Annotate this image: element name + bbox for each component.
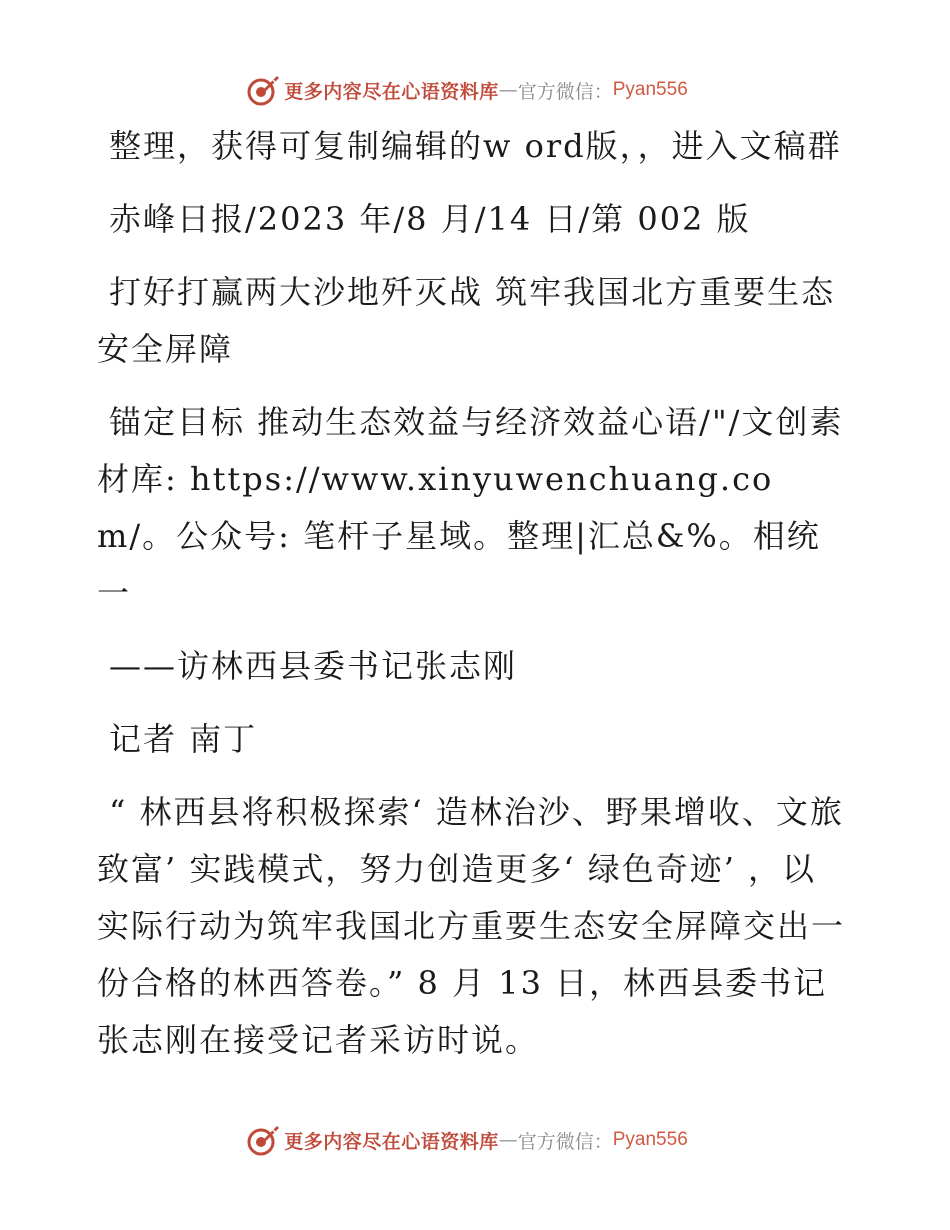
paragraph-notice xyxy=(97,118,847,175)
banner-title: 更多内容尽在心语资料库 xyxy=(284,80,499,103)
header-banner xyxy=(0,70,950,110)
article-lead-text: “ 林西县将积极探索‘ 造林治沙、野果增收、文旅致富’ 实践模式，努力创造更多‘ 绿色奇迹’ ，以实际行动为筑牢我国北方重要生态安全屏障交出一份合格的林西答卷。” 8 月 13 日，林西县委书记张志刚在接受记者采访时说。 xyxy=(97,793,846,1059)
article-reporter-text: 记者 南丁 xyxy=(109,720,258,758)
article-title-text: 打好打赢两大沙地歼灭战 筑牢我国北方重要生态安全屏障 xyxy=(97,273,836,368)
document-body xyxy=(97,118,847,1085)
pen-circle-logo-icon xyxy=(246,73,280,107)
article-subtitle xyxy=(97,394,847,622)
footer-banner-title: 更多内容尽在心语资料库 xyxy=(284,1130,499,1153)
paragraph-source xyxy=(97,191,847,248)
footer-banner-dash: — xyxy=(498,1129,518,1151)
article-interviewee xyxy=(97,638,847,695)
article-subtitle-text: 锚定目标 推动生态效益与经济效益心语/"/文创素材库: https://www.xinyuwenchuang.com/。公众号: 笔杆子星域。整理|汇总&%。相统一 xyxy=(97,403,844,612)
paragraph-source-text: 赤峰日报/2023 年/8 月/14 日/第 002 版 xyxy=(109,200,751,238)
article-title xyxy=(97,264,847,378)
article-interviewee-text: ——访林西县委书记张志刚 xyxy=(109,647,518,685)
banner-wechat-label: 官方微信： xyxy=(517,80,613,103)
paragraph-notice-text: 整理，获得可复制编辑的w ord版，，进入文稿群 xyxy=(109,127,842,165)
pen-circle-logo-icon xyxy=(246,1123,280,1157)
article-lead-paragraph xyxy=(97,784,847,1069)
article-reporter xyxy=(97,711,847,768)
banner-wechat-id: Pyan556 xyxy=(612,79,688,100)
footer-banner-wechat-label: 官方微信： xyxy=(517,1130,613,1153)
footer-banner-wechat-id: Pyan556 xyxy=(612,1129,688,1150)
footer-banner xyxy=(0,1120,950,1160)
banner-dash: — xyxy=(498,79,518,101)
